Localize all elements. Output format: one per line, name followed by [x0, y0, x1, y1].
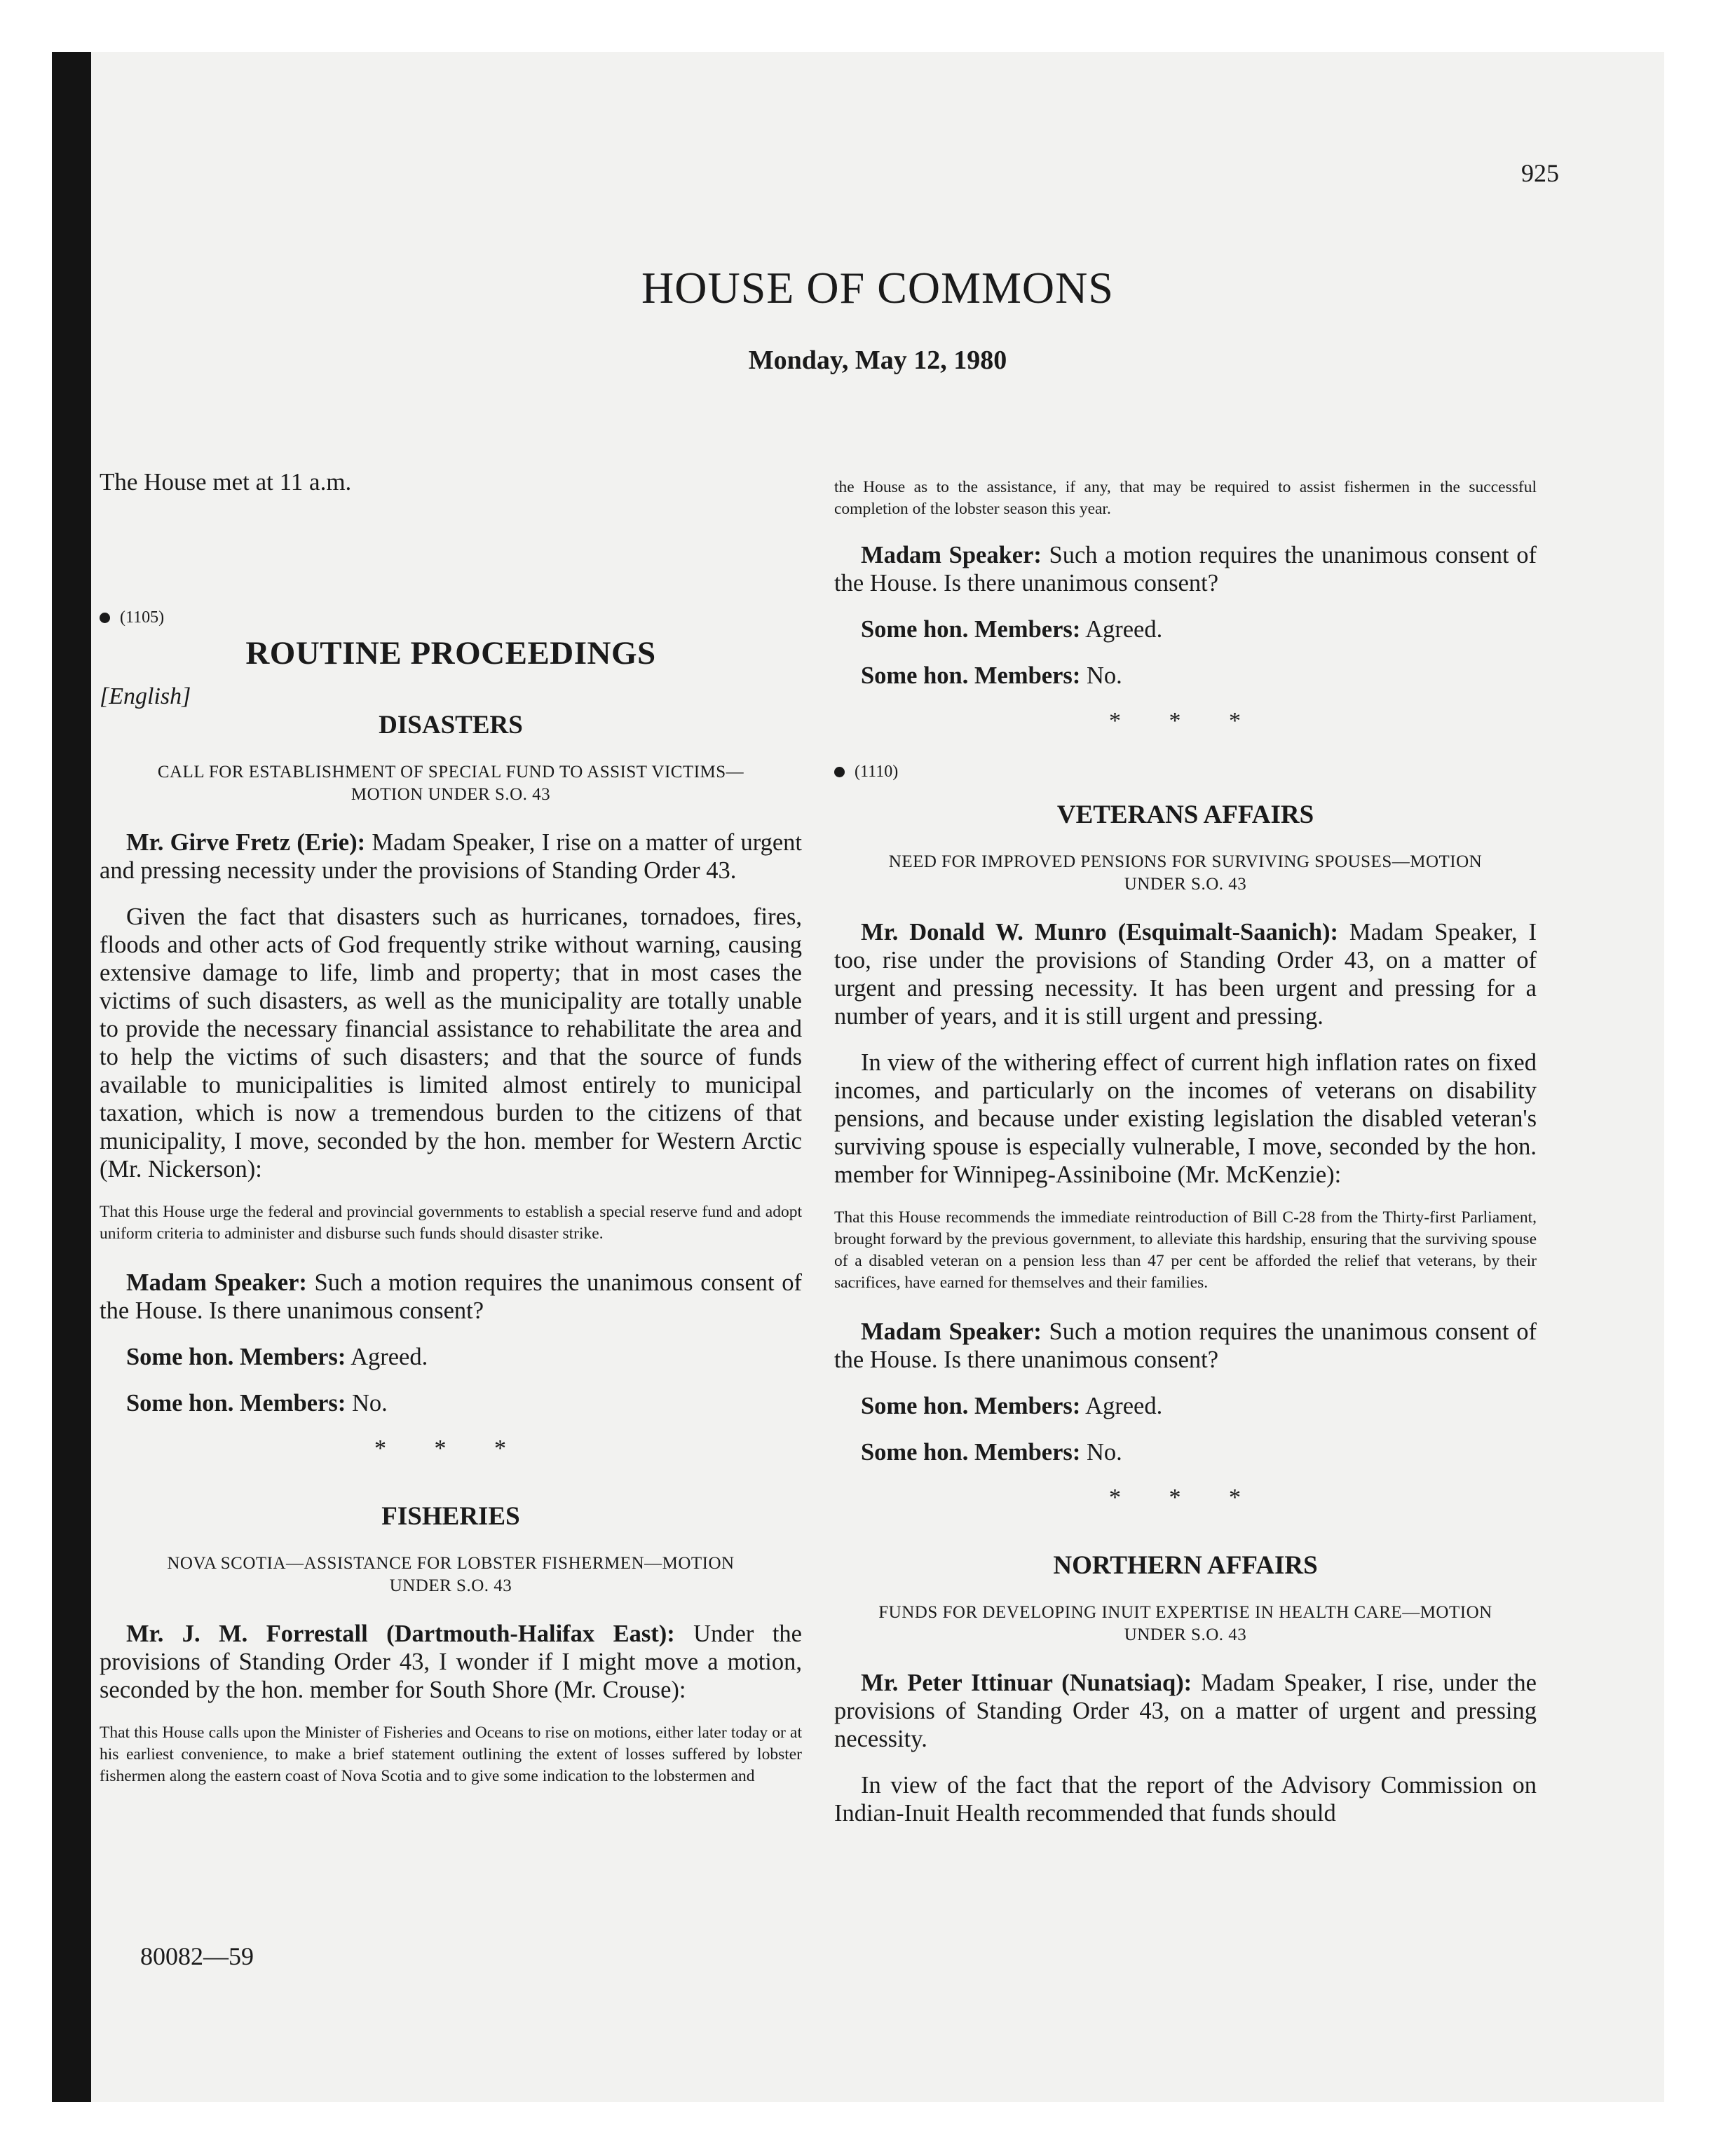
- speech-text: Madam Speaker, I rise, under the provisions of Standing Order 43, on a matter of urgent and pressing necessity.: [834, 1670, 1537, 1752]
- paragraph: [100, 828, 802, 885]
- heading-disasters: DISASTERS: [379, 711, 523, 739]
- paragraph: Given the fact that disasters such as hurricanes, tornadoes, fires, floods and other acts of God frequently strike without warning, causing extensive damage to life, limb and property; that in most cases the victims of such disasters, as well as the municipality are totally unable to provide the necessary financial assistance to rehabilitate the area and to help the victims of such disasters; and that the source of funds available to municipalities is limited almost entirely to municipal taxation, which is now a tremendous burden to the citizens of that municipality, I move, seconded by the hon. member for Western Arctic (Mr. Nickerson):: [100, 903, 802, 1182]
- speaker-name: Some hon. Members:: [861, 1393, 1081, 1419]
- paragraph: [834, 615, 1537, 643]
- paragraph: In view of the fact that the report of the Advisory Commission on Indian-Inuit Health recommended that funds should: [834, 1772, 1537, 1827]
- section-separator: * * *: [1109, 1485, 1262, 1510]
- time-marker-text: (1105): [120, 608, 165, 627]
- language-tag: [English]: [100, 683, 191, 709]
- speech-text: Agreed.: [1080, 616, 1163, 643]
- speaker-name: Some hon. Members:: [861, 1439, 1081, 1466]
- speaker-name: Mr. Girve Fretz (Erie):: [126, 829, 366, 856]
- speech-text: No.: [1080, 662, 1122, 689]
- paragraph: [834, 1438, 1537, 1466]
- motion-text: That this House recommends the immediate reintroduction of Bill C-28 from the Thirty-first Parliament, brought forward by the previous government, to alleviate this hardship, ensuring that the surviving spouse of a disabled veteran on a pension less than 47 per cent be afforded the relief that veterans, by their sacrifices, have earned for themselves and their families.: [834, 1208, 1537, 1292]
- sitting-time: The House met at 11 a.m.: [100, 468, 352, 496]
- speech-text: Under the provisions of Standing Order 43, I wonder if I might move a motion, seconded by the hon. member for South Shore (Mr. Crouse):: [100, 1621, 802, 1703]
- printer-code: 80082—59: [140, 1942, 254, 1970]
- motion-text-continued: the House as to the assistance, if any, that may be required to assist fishermen in the successful completion of the lobster season this year.: [834, 478, 1537, 518]
- speech-text: Agreed.: [346, 1344, 428, 1370]
- binding-edge: [52, 52, 91, 2102]
- paragraph: [834, 1392, 1537, 1420]
- page-number: 925: [1521, 159, 1559, 187]
- speaker-name: Mr. Donald W. Munro (Esquimalt-Saanich):: [861, 919, 1338, 946]
- motion-text: That this House urge the federal and provincial governments to establish a special reserve fund and adopt uniform criteria to administer and disburse such funds should disaster strike.: [100, 1203, 802, 1243]
- heading-northern-affairs: NORTHERN AFFAIRS: [1053, 1551, 1318, 1580]
- subheading-veterans-affairs: NEED FOR IMPROVED PENSIONS FOR SURVIVING SPOUSES—MOTION UNDER S.O. 43: [888, 852, 1483, 894]
- speech-text: No.: [346, 1390, 388, 1417]
- paragraph: [100, 1269, 802, 1325]
- speaker-name: Some hon. Members:: [861, 616, 1081, 643]
- paragraph: [834, 1318, 1537, 1374]
- speech-text: Agreed.: [1080, 1393, 1163, 1419]
- paragraph: In view of the withering effect of current high inflation rates on fixed incomes, and particularly on the incomes of veterans on disability pensions, and because under existing legislation the disabled veteran's surviving spouse is especially vulnerable, I move, seconded by the hon. member for Winnipeg-Assiniboine (Mr. McKenzie):: [834, 1049, 1537, 1188]
- speech-text: No.: [1080, 1439, 1122, 1466]
- speaker-name: Madam Speaker:: [861, 1318, 1042, 1345]
- paragraph: [834, 918, 1537, 1030]
- right-column: [834, 477, 1537, 1845]
- paragraph: [100, 1343, 802, 1371]
- masthead: [91, 262, 1664, 376]
- speech-text: Such a motion requires the unanimous consent of the House. Is there unanimous consent?: [100, 1269, 802, 1324]
- motion-text: That this House calls upon the Minister of Fisheries and Oceans to rise on motions, either later today or at his earliest convenience, to make a brief statement outlining the extent of losses suffered by lobster fishermen along the eastern coast of Nova Scotia and to give some indication to the lobstermen and: [100, 1724, 802, 1785]
- speaker-name: Some hon. Members:: [861, 662, 1081, 689]
- heading-fisheries: FISHERIES: [381, 1502, 520, 1531]
- masthead-date: Monday, May 12, 1980: [748, 346, 1007, 375]
- subheading-fisheries: NOVA SCOTIA—ASSISTANCE FOR LOBSTER FISHERMEN—MOTION UNDER S.O. 43: [167, 1554, 735, 1595]
- speaker-name: Some hon. Members:: [126, 1390, 346, 1417]
- section-title: ROUTINE PROCEEDINGS: [245, 635, 656, 671]
- heading-veterans-affairs: VETERANS AFFAIRS: [1056, 800, 1314, 829]
- speaker-name: Some hon. Members:: [126, 1344, 346, 1370]
- subheading-northern-affairs: FUNDS FOR DEVELOPING INUIT EXPERTISE IN HEALTH CARE—MOTION UNDER S.O. 43: [878, 1603, 1492, 1644]
- time-marker-text: (1110): [855, 763, 899, 781]
- speech-text: Such a motion requires the unanimous consent of the House. Is there unanimous consent?: [834, 1318, 1537, 1373]
- speech-text: Such a motion requires the unanimous consent of the House. Is there unanimous consent?: [834, 542, 1537, 596]
- paragraph: [834, 541, 1537, 597]
- bullet-icon: [100, 613, 110, 623]
- paragraph: [100, 1389, 802, 1417]
- speaker-name: Madam Speaker:: [126, 1269, 307, 1296]
- speaker-name: Mr. J. M. Forrestall (Dartmouth-Halifax East):: [126, 1621, 675, 1647]
- masthead-title: HOUSE OF COMMONS: [641, 263, 1114, 313]
- section-separator: * * *: [374, 1435, 527, 1461]
- time-marker: [834, 763, 1537, 782]
- left-column: [100, 468, 802, 1811]
- subheading-disasters: CALL FOR ESTABLISHMENT OF SPECIAL FUND TO ASSIST VICTIMS—MOTION UNDER S.O. 43: [157, 763, 744, 804]
- time-marker: [100, 608, 802, 627]
- speech-text: Madam Speaker, I too, rise under the provisions of Standing Order 43, on a matter of urgent and pressing necessity. It has been urgent and pressing for a number of years, and it is still urgent and pressing.: [834, 919, 1537, 1030]
- paragraph: [100, 1620, 802, 1704]
- speaker-name: Madam Speaker:: [861, 542, 1042, 568]
- bullet-icon: [834, 767, 845, 777]
- section-separator: * * *: [1109, 708, 1262, 734]
- speech-text: Madam Speaker, I rise on a matter of urgent and pressing necessity under the provisions of Standing Order 43.: [100, 829, 802, 884]
- speaker-name: Mr. Peter Ittinuar (Nunatsiaq):: [861, 1670, 1192, 1696]
- paragraph: [834, 662, 1537, 690]
- paragraph: [834, 1669, 1537, 1753]
